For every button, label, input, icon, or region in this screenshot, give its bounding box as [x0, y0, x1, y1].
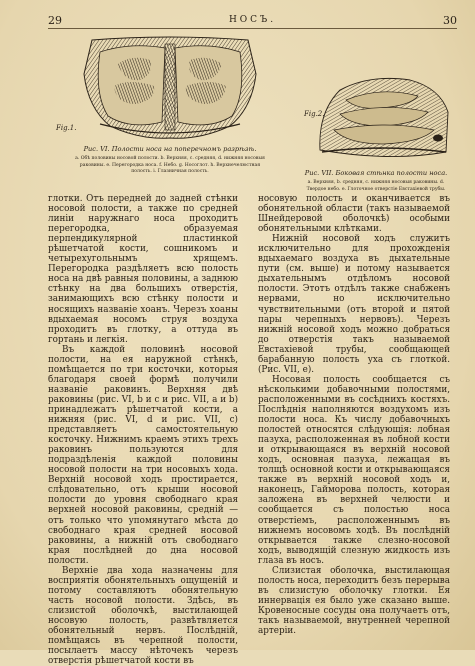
paragraph: носовую полость и оканчивается въ обонятельной области (такъ называемой Шнейдеровой оболочкѣ) особыми обонятельными клѣтками. [258, 194, 450, 235]
paragraph: Носовая полость сообщается съ нѣсколькими добавочными полостями, расположенными въ сосѣднихъ костяхъ. Послѣднія наполняются воздухомъ изъ полости носа. Къ числу добавочныхъ полостей относятся слѣдующія: лобная пазуха, расположенная въ лобной кости и открывающаяся въ верхній носовой ходъ, основная пазуха, лежащая въ толщѣ основной кости и открывающаяся также въ верхній носовой ходъ и, наконецъ, Гайморова полость, которая заложена въ верхней челюсти и сообщается съ полостью носа отверстіемъ, расположеннымъ въ нижнемъ носовомъ ходѣ. Въ послѣдній открывается также слезно-носовой ходъ, выводящій слезную жидкость изъ глаза въ носъ. [258, 374, 450, 566]
paragraph: глотки. Отъ передней до задней стѣнки носовой полости, а также по средней линіи наружнаго носа проходитъ перегородка, образуемая перпендикулярной пластинкой рѣшетчатой кости, сошникомъ и четырехугольнымъ хрящемъ. Перегородка раздѣляетъ всю полость носа на двѣ равныя половины, а заднюю стѣнку на два большихъ отверстія, занимающихъ всю стѣнку полости и носящихъ названіе хоанъ. Черезъ хоаны вдыхаемая носомъ струя воздуха проходитъ въ глотку, а оттуда въ гортань и легкія. [48, 194, 238, 345]
figure-1-caption [70, 145, 270, 176]
right-text-column [258, 194, 450, 636]
figure-lateral-wall [300, 72, 452, 164]
nasal-cross-section-engraving [70, 34, 270, 142]
lateral-wall-engraving [300, 72, 452, 164]
figure-2-caption [300, 169, 452, 193]
paragraph: Верхніе два хода назначены для восприятія обонятельныхъ ощущеній и потому составляютъ обонятельную часть носовой полости. Здѣсь, въ слизистой оболочкѣ, выстилающей носовую полость, развѣтвляется обонятельный нервъ. Послѣдній, помѣщаясь въ черепной полости, посылаетъ массу нѣточекъ черезъ отверстія рѣшетчатой кости въ [48, 565, 238, 666]
figure-2-caption-title: Рис. VII. Боковая стѣнка полости носа. [304, 169, 448, 177]
page-header [48, 14, 457, 28]
paragraph: Слизистая оболочка, выстилающая полость носа, переходитъ безъ перерыва въ слизистую оболочку глотки. Ея иннервація ея было уже сказано выше. Кровеносные сосуды она получаетъ отъ, такъ называемой, внутренней черепной артеріи. [258, 565, 450, 637]
figure-nasal-cross-section [56, 34, 270, 142]
paragraph: Въ каждой половинѣ носовой полости, на ея наружной стѣнкѣ, помѣщается по три косточки, которыя благодаря своей формѣ получили названіе раковинъ. Верхняя двѣ раковины (рис. VI, b и c и рис. VII, a и b) принадлежатъ рѣшетчатой кости, а нижняя (рис. VI, d и рис. VII, c) представляетъ самостоятельную косточку. Нижнимъ краемъ этихъ трехъ раковинъ пользуются для подраздѣленія каждой половины носовой полости на три носовыхъ хода. Верхній носовой ходъ простирается, слѣдовательно, отъ крыши носовой полости до уровня свободнаго края верхней носовой раковины, средній — отъ только что упомянутаго мѣста до свободнаго края средней носовой раковины, а нижній отъ свободнаго края послѣдней до дна носовой полости. [48, 344, 238, 566]
header-rule [48, 28, 457, 29]
figure-1-label: Fig.1. [56, 124, 77, 132]
left-text-column [48, 194, 238, 666]
page-number-right: 30 [443, 14, 457, 27]
running-head: НОСЪ. [228, 15, 277, 25]
paragraph: Нижній носовой ходъ служитъ исключительно для прохожденія вдыхаемаго воздуха въ дыхательные пути (см. выше) и потому называется дыхательнымъ отдѣломъ носовой полости. Этотъ отдѣлъ также снабженъ нервами, но исключительно чувствительными (отъ второй и пятой пары черепныхъ нервовъ). Черезъ нижній носовой ходъ можно добраться до отверстія такъ называемой Евстахіевой трубы, сообщающей барабанную полость уха съ глоткой. (Рис. VII, e). [258, 234, 450, 375]
page-number-left: 29 [48, 14, 62, 27]
figure-1-caption-body: a. Обѣ половины носовой полости. b. Верхняя, c. средняя, d. нижняя носовыя раковины. e. Перегородка носа. f. Небо. g. Носоглот. h. Верхнечелюстная полость. i. Глазничная полость. [75, 156, 265, 174]
figure-2-label: Fig.2. [304, 110, 325, 118]
figure-1-caption-title: Рис. VI. Полости носа на поперечномъ разрѣзѣ. [83, 145, 257, 153]
figure-2-caption-body: a. Верхняя, b. средняя, c. нижняя носовыя раковины. d. Твердое небо. e. Глоточное отверстіе Евстахіевой трубы. [306, 180, 446, 192]
